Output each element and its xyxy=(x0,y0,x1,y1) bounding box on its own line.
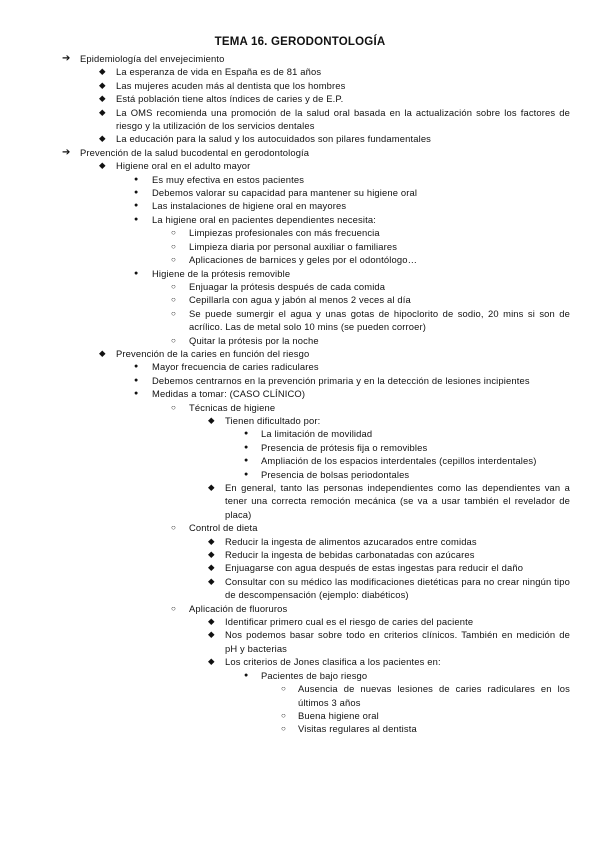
outline-item-text: Prevención de la caries en función del riesgo xyxy=(116,347,310,359)
outline-item xyxy=(0,240,600,253)
dot-bullet-icon: ● xyxy=(244,443,249,451)
diamond-bullet-icon: ◆ xyxy=(99,160,106,171)
outline-item xyxy=(0,615,600,628)
outline-item xyxy=(0,387,600,400)
outline-item xyxy=(0,213,600,226)
outline-item xyxy=(0,253,600,266)
outline-item-text: Higiene oral en el adulto mayor xyxy=(116,160,251,172)
diamond-bullet-icon: ◆ xyxy=(208,535,215,546)
outline-item-text: Presencia de bolsas periodontales xyxy=(261,468,410,480)
outline-item xyxy=(0,655,600,668)
outline-item xyxy=(0,293,600,306)
dot-bullet-icon: ● xyxy=(134,269,139,277)
outline-item xyxy=(0,722,600,735)
circle-bullet-icon: ○ xyxy=(171,295,176,305)
outline-item xyxy=(0,267,600,280)
outline-item xyxy=(0,280,600,293)
outline-item-text: Prevención de la salud bucodental en gerodontología xyxy=(80,146,310,158)
outline-item-text: Control de dieta xyxy=(189,522,258,534)
dot-bullet-icon: ● xyxy=(134,175,139,183)
outline-item xyxy=(0,146,600,159)
outline-item-text: Medidas a tomar: (CASO CLÍNICO) xyxy=(152,388,306,400)
outline-item-text: Presencia de prótesis fija o removibles xyxy=(261,441,428,453)
diamond-bullet-icon: ◆ xyxy=(208,549,215,560)
diamond-bullet-icon: ◆ xyxy=(208,616,215,627)
dot-bullet-icon: ● xyxy=(134,215,139,223)
page-title: TEMA 16. GERODONTOLOGÍA xyxy=(214,36,386,48)
circle-bullet-icon: ○ xyxy=(281,684,286,694)
outline-item xyxy=(0,360,600,373)
outline-item xyxy=(0,709,600,722)
outline-item-text: Aplicación de fluoruros xyxy=(189,602,288,614)
outline-item xyxy=(0,454,600,467)
circle-bullet-icon: ○ xyxy=(171,402,176,412)
outline-item-text: La OMS recomienda una promoción de la salud oral basada en la actualización sobre los factores de riesgo y la utilización de los servicios dentales xyxy=(116,106,570,132)
outline-item xyxy=(0,468,600,481)
outline-item-text: Las mujeres acuden más al dentista que los hombres xyxy=(116,79,346,91)
outline-item xyxy=(0,374,600,387)
dot-bullet-icon: ● xyxy=(134,189,139,197)
outline-item xyxy=(0,79,600,92)
outline-item-text: Buena higiene oral xyxy=(298,709,379,721)
outline-item-text: La higiene oral en pacientes dependientes necesita: xyxy=(152,213,376,225)
outline-item xyxy=(0,628,600,655)
dot-bullet-icon: ● xyxy=(244,671,249,679)
outline-item-text: Ausencia de nuevas lesiones de caries radiculares en los últimos 3 años xyxy=(298,683,570,708)
outline-item-text: Consultar con su médico las modificaciones dietéticas para no crear ningún tipo de descompensación (ejemplo: diabéticos) xyxy=(225,575,570,601)
diamond-bullet-icon: ◆ xyxy=(208,575,215,586)
circle-bullet-icon: ○ xyxy=(171,241,176,251)
outline-item-text: Quitar la prótesis por la noche xyxy=(189,334,319,346)
outline-item xyxy=(0,602,600,615)
diamond-bullet-icon: ◆ xyxy=(208,482,215,492)
diamond-bullet-icon: ◆ xyxy=(208,656,215,667)
diamond-bullet-icon: ◆ xyxy=(208,414,215,425)
circle-bullet-icon: ○ xyxy=(171,335,176,345)
outline-item xyxy=(0,65,600,78)
outline-item xyxy=(0,441,600,454)
diamond-bullet-icon: ◆ xyxy=(99,66,106,77)
outline-item-text: Es muy efectiva en estos pacientes xyxy=(152,173,305,185)
outline-item-text: Aplicaciones de barnices y geles por el odontólogo… xyxy=(189,254,418,266)
arrow-icon: ➔ xyxy=(62,53,71,64)
diamond-bullet-icon: ◆ xyxy=(208,629,215,640)
outline-item xyxy=(0,548,600,561)
outline-item-text: Enjuagar la prótesis después de cada comida xyxy=(189,280,386,292)
outline-item-text: Identificar primero cual es el riesgo de caries del paciente xyxy=(225,616,474,628)
outline-item xyxy=(0,481,600,521)
diamond-bullet-icon: ◆ xyxy=(99,106,106,117)
outline-list xyxy=(0,52,600,736)
dot-bullet-icon: ● xyxy=(244,470,249,478)
outline-item-text: Tienen dificultado por: xyxy=(225,414,321,426)
outline-item xyxy=(0,561,600,574)
circle-bullet-icon: ○ xyxy=(171,523,176,533)
outline-item-text: Epidemiología del envejecimiento xyxy=(80,53,225,64)
outline-item-text: Higiene de la prótesis removible xyxy=(152,267,291,279)
outline-item-text: La limitación de movilidad xyxy=(261,428,373,440)
outline-item xyxy=(0,401,600,414)
outline-item-text: Se puede sumergir el agua y unas gotas de hipoclorito de sodio, 20 mins si son de acrílico. Las de metal solo 10 mins (se pueden corroer) xyxy=(189,307,570,333)
outline-item xyxy=(0,535,600,548)
outline-item-text: Enjuagarse con agua después de estas ingestas para reducir el daño xyxy=(225,562,524,574)
outline-item-text: Limpieza diaria por personal auxiliar o familiares xyxy=(189,240,398,252)
diamond-bullet-icon: ◆ xyxy=(99,133,106,144)
outline-item-text: Debemos centrarnos en la prevención primaria y en la detección de lesiones incipientes xyxy=(152,374,530,386)
circle-bullet-icon: ○ xyxy=(281,724,286,734)
diamond-bullet-icon: ◆ xyxy=(99,79,106,90)
outline-item-text: Técnicas de higiene xyxy=(189,401,276,413)
outline-item-text: Las instalaciones de higiene oral en mayores xyxy=(152,200,347,212)
outline-item xyxy=(0,307,600,334)
outline-item xyxy=(0,52,600,65)
dot-bullet-icon: ● xyxy=(134,202,139,210)
outline-item xyxy=(0,575,600,602)
dot-bullet-icon: ● xyxy=(134,376,139,384)
diamond-bullet-icon: ◆ xyxy=(99,347,106,358)
diamond-bullet-icon: ◆ xyxy=(208,562,215,573)
circle-bullet-icon: ○ xyxy=(171,603,176,613)
outline-item-text: Nos podemos basar sobre todo en criterios clínicos. También en medición de pH y bacterias xyxy=(225,629,570,654)
outline-item xyxy=(0,669,600,682)
outline-item xyxy=(0,199,600,212)
outline-item xyxy=(0,92,600,105)
outline-item-text: Reducir la ingesta de alimentos azucarados entre comidas xyxy=(225,535,477,547)
diamond-bullet-icon: ◆ xyxy=(99,93,106,104)
outline-item-text: Cepillarla con agua y jabón al menos 2 veces al día xyxy=(189,294,411,306)
dot-bullet-icon: ● xyxy=(134,363,139,371)
outline-item xyxy=(0,427,600,440)
circle-bullet-icon: ○ xyxy=(281,710,286,720)
outline-item-text: Visitas regulares al dentista xyxy=(298,723,417,735)
outline-item-text: Reducir la ingesta de bebidas carbonatadas con azúcares xyxy=(225,549,475,561)
arrow-icon: ➔ xyxy=(62,146,71,158)
circle-bullet-icon: ○ xyxy=(171,281,176,291)
dot-bullet-icon: ● xyxy=(134,390,139,398)
outline-item-text: En general, tanto las personas independientes como las dependientes van a tener una correcta remoción mecánica (se va a usar también el revelador de placa) xyxy=(225,482,570,520)
outline-item-text: Está población tiene altos índices de caries y de E.P. xyxy=(116,93,344,105)
outline-item xyxy=(0,159,600,172)
outline-item-text: Debemos valorar su capacidad para mantener su higiene oral xyxy=(152,187,418,199)
circle-bullet-icon: ○ xyxy=(171,255,176,265)
circle-bullet-icon: ○ xyxy=(171,228,176,238)
outline-item xyxy=(0,106,600,133)
outline-item-text: La esperanza de vida en España es de 81 años xyxy=(116,66,322,78)
outline-item-text: Limpiezas profesionales con más frecuencia xyxy=(189,227,380,239)
outline-item-text: Pacientes de bajo riesgo xyxy=(261,669,368,681)
circle-bullet-icon: ○ xyxy=(171,308,176,318)
outline-item xyxy=(0,347,600,360)
outline-item xyxy=(0,414,600,427)
outline-item-text: Los criterios de Jones clasifica a los pacientes en: xyxy=(225,656,441,668)
outline-item-text: Mayor frecuencia de caries radiculares xyxy=(152,361,319,373)
dot-bullet-icon: ● xyxy=(244,457,249,465)
dot-bullet-icon: ● xyxy=(244,430,249,438)
outline-item xyxy=(0,521,600,534)
outline-item xyxy=(0,334,600,347)
outline-item xyxy=(0,186,600,199)
outline-item xyxy=(0,226,600,239)
outline-item xyxy=(0,132,600,145)
outline-item-text: Ampliación de los espacios interdentales (cepillos interdentales) xyxy=(261,455,537,467)
outline-item xyxy=(0,682,600,709)
outline-item xyxy=(0,173,600,186)
outline-item-text: La educación para la salud y los autocuidados son pilares fundamentales xyxy=(116,133,432,145)
